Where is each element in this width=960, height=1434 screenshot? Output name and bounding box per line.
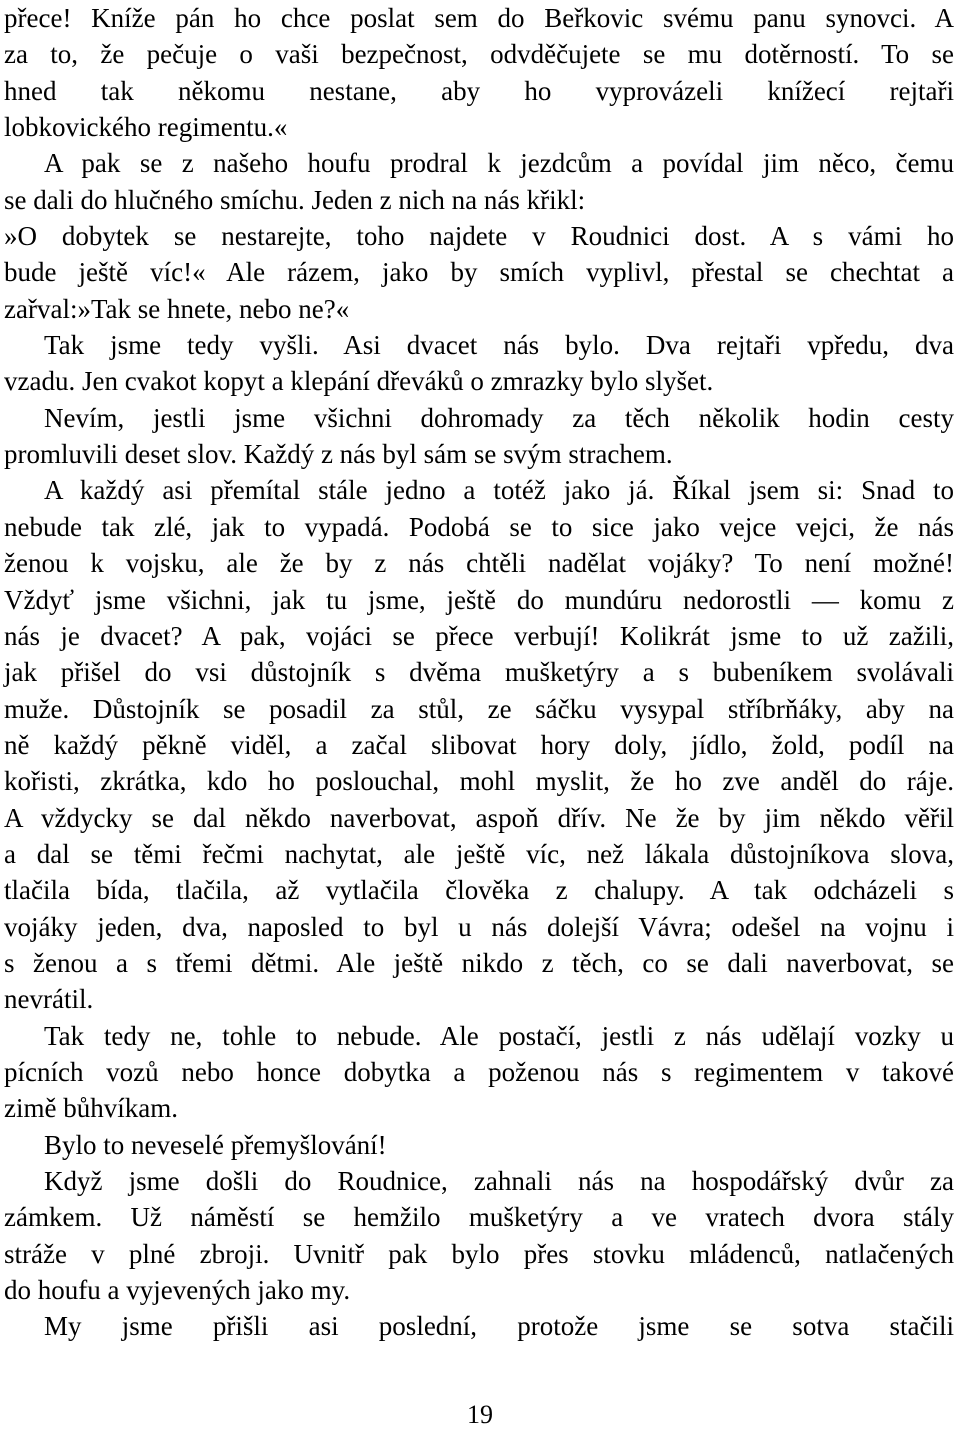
text-line: »O dobytek se nestarejte, toho najdete v Roudnici dost. A s vámi ho [4, 221, 954, 252]
text-line: do houfu a vyjevených jako my. [4, 1275, 351, 1306]
text-line: a dal se těmi řečmi nachytat, ale ještě víc, než lákala důstojníkova slova, [4, 838, 954, 869]
text-line: stráže v plné zbroji. Uvnitř pak bylo přes stovku mládenců, natlačených [4, 1238, 954, 1269]
text-line: bude ještě víc!« Ale rázem, jako by smích vyplivl, přestal se chechtat a [4, 257, 954, 288]
text-line: zámkem. Už náměstí se hemžilo mušketýry a ve vratech dvora stály [4, 1202, 954, 1233]
text-line: Vždyť jsme všichni, jak tu jsme, ještě do mundúru nedorostli — komu z [4, 584, 954, 615]
text-line: vzadu. Jen cvakot kopyt a klepání dřeváků o zmrazky bylo slyšet. [4, 366, 714, 397]
text-line: Nevím, jestli jsme všichni dohromady za těch několik hodin cesty [44, 402, 954, 433]
text-line: A pak se z našeho houfu prodral k jezdcům a povídal jim něco, čemu [44, 148, 954, 179]
text-line: Tak tedy ne, tohle to nebude. Ale postačí, jestli z nás udělají vozky u [44, 1020, 954, 1051]
text-line: za to, že pečuje o vaši bezpečnost, odvděčujete se mu dotěrností. To se [4, 39, 954, 70]
text-line: A každý asi přemítal stále jedno a totéž jako já. Říkal jsem si: Snad to [44, 475, 954, 506]
text-line: přece! Kníže pán ho chce poslat sem do Beřkovic svému panu synovci. A [4, 3, 954, 33]
text-line: zařval:»Tak se hnete, nebo ne?« [4, 293, 350, 324]
text-line: nás je dvacet? A pak, vojáci se přece verbují! Kolikrát jsme to už zažili, [4, 620, 954, 651]
text-line: promluvili deset slov. Každý z nás byl sám se svým strachem. [4, 439, 673, 470]
text-line: muže. Důstojník se posadil za stůl, ze sáčku vysypal stříbrňáky, aby na [4, 693, 954, 724]
text-line: kořisti, zkrátka, kdo ho poslouchal, mohl myslit, že ho zve anděl do ráje. [4, 766, 954, 797]
text-line: nebude tak zlé, jak to vypadá. Podobá se to sice jako vejce vejci, že nás [4, 511, 954, 542]
text-line: ně každý pěkně viděl, a začal slibovat hory doly, jídlo, žold, podíl na [4, 729, 954, 760]
text-line: lobkovického regimentu.« [4, 112, 288, 143]
text-line: zimě bůhvíkam. [4, 1093, 178, 1124]
text-line: My jsme přišli asi poslední, protože jsme se sotva stačili [44, 1311, 954, 1342]
text-line: Bylo to neveselé přemyšlování! [44, 1129, 387, 1160]
text-line: Když jsme došli do Roudnice, zahnali nás na hospodářský dvůr za [44, 1166, 954, 1196]
page-number: 19 [467, 1400, 493, 1429]
text-line: se dali do hlučného smíchu. Jeden z nich na nás křikl: [4, 184, 586, 215]
text-line: vojáky jeden, dva, naposled to byl u nás dolejší Vávra; odešel na vojnu i [4, 911, 954, 942]
text-line: pícních vozů nebo honce dobytka a poženou nás s regimentem v takové [4, 1056, 954, 1087]
text-line: jak přišel do vsi důstojník s dvěma mušketýry a s bubeníkem svolávali [4, 657, 954, 688]
text-line: s ženou a s třemi dětmi. Ale ještě nikdo z těch, co se dali naverbovat, se [4, 947, 954, 978]
text-line: hned tak někomu nestane, aby ho vyprovázeli knížecí rejtaři [4, 75, 954, 106]
text-line: Tak jsme tedy vyšli. Asi dvacet nás bylo. Dva rejtaři vpředu, dva [44, 330, 954, 361]
body-text [4, 0, 954, 1345]
text-line: nevrátil. [4, 984, 94, 1015]
text-line: A vždycky se dal někdo naverbovat, aspoň dřív. Ne že by jim někdo věřil [4, 802, 954, 833]
text-line: ženou k vojsku, ale že by z nás chtěli nadělat vojáky? To není možné! [4, 548, 954, 579]
text-line: tlačila bída, tlačila, až vytlačila člověka z chalupy. A tak odcházeli s [4, 875, 954, 906]
